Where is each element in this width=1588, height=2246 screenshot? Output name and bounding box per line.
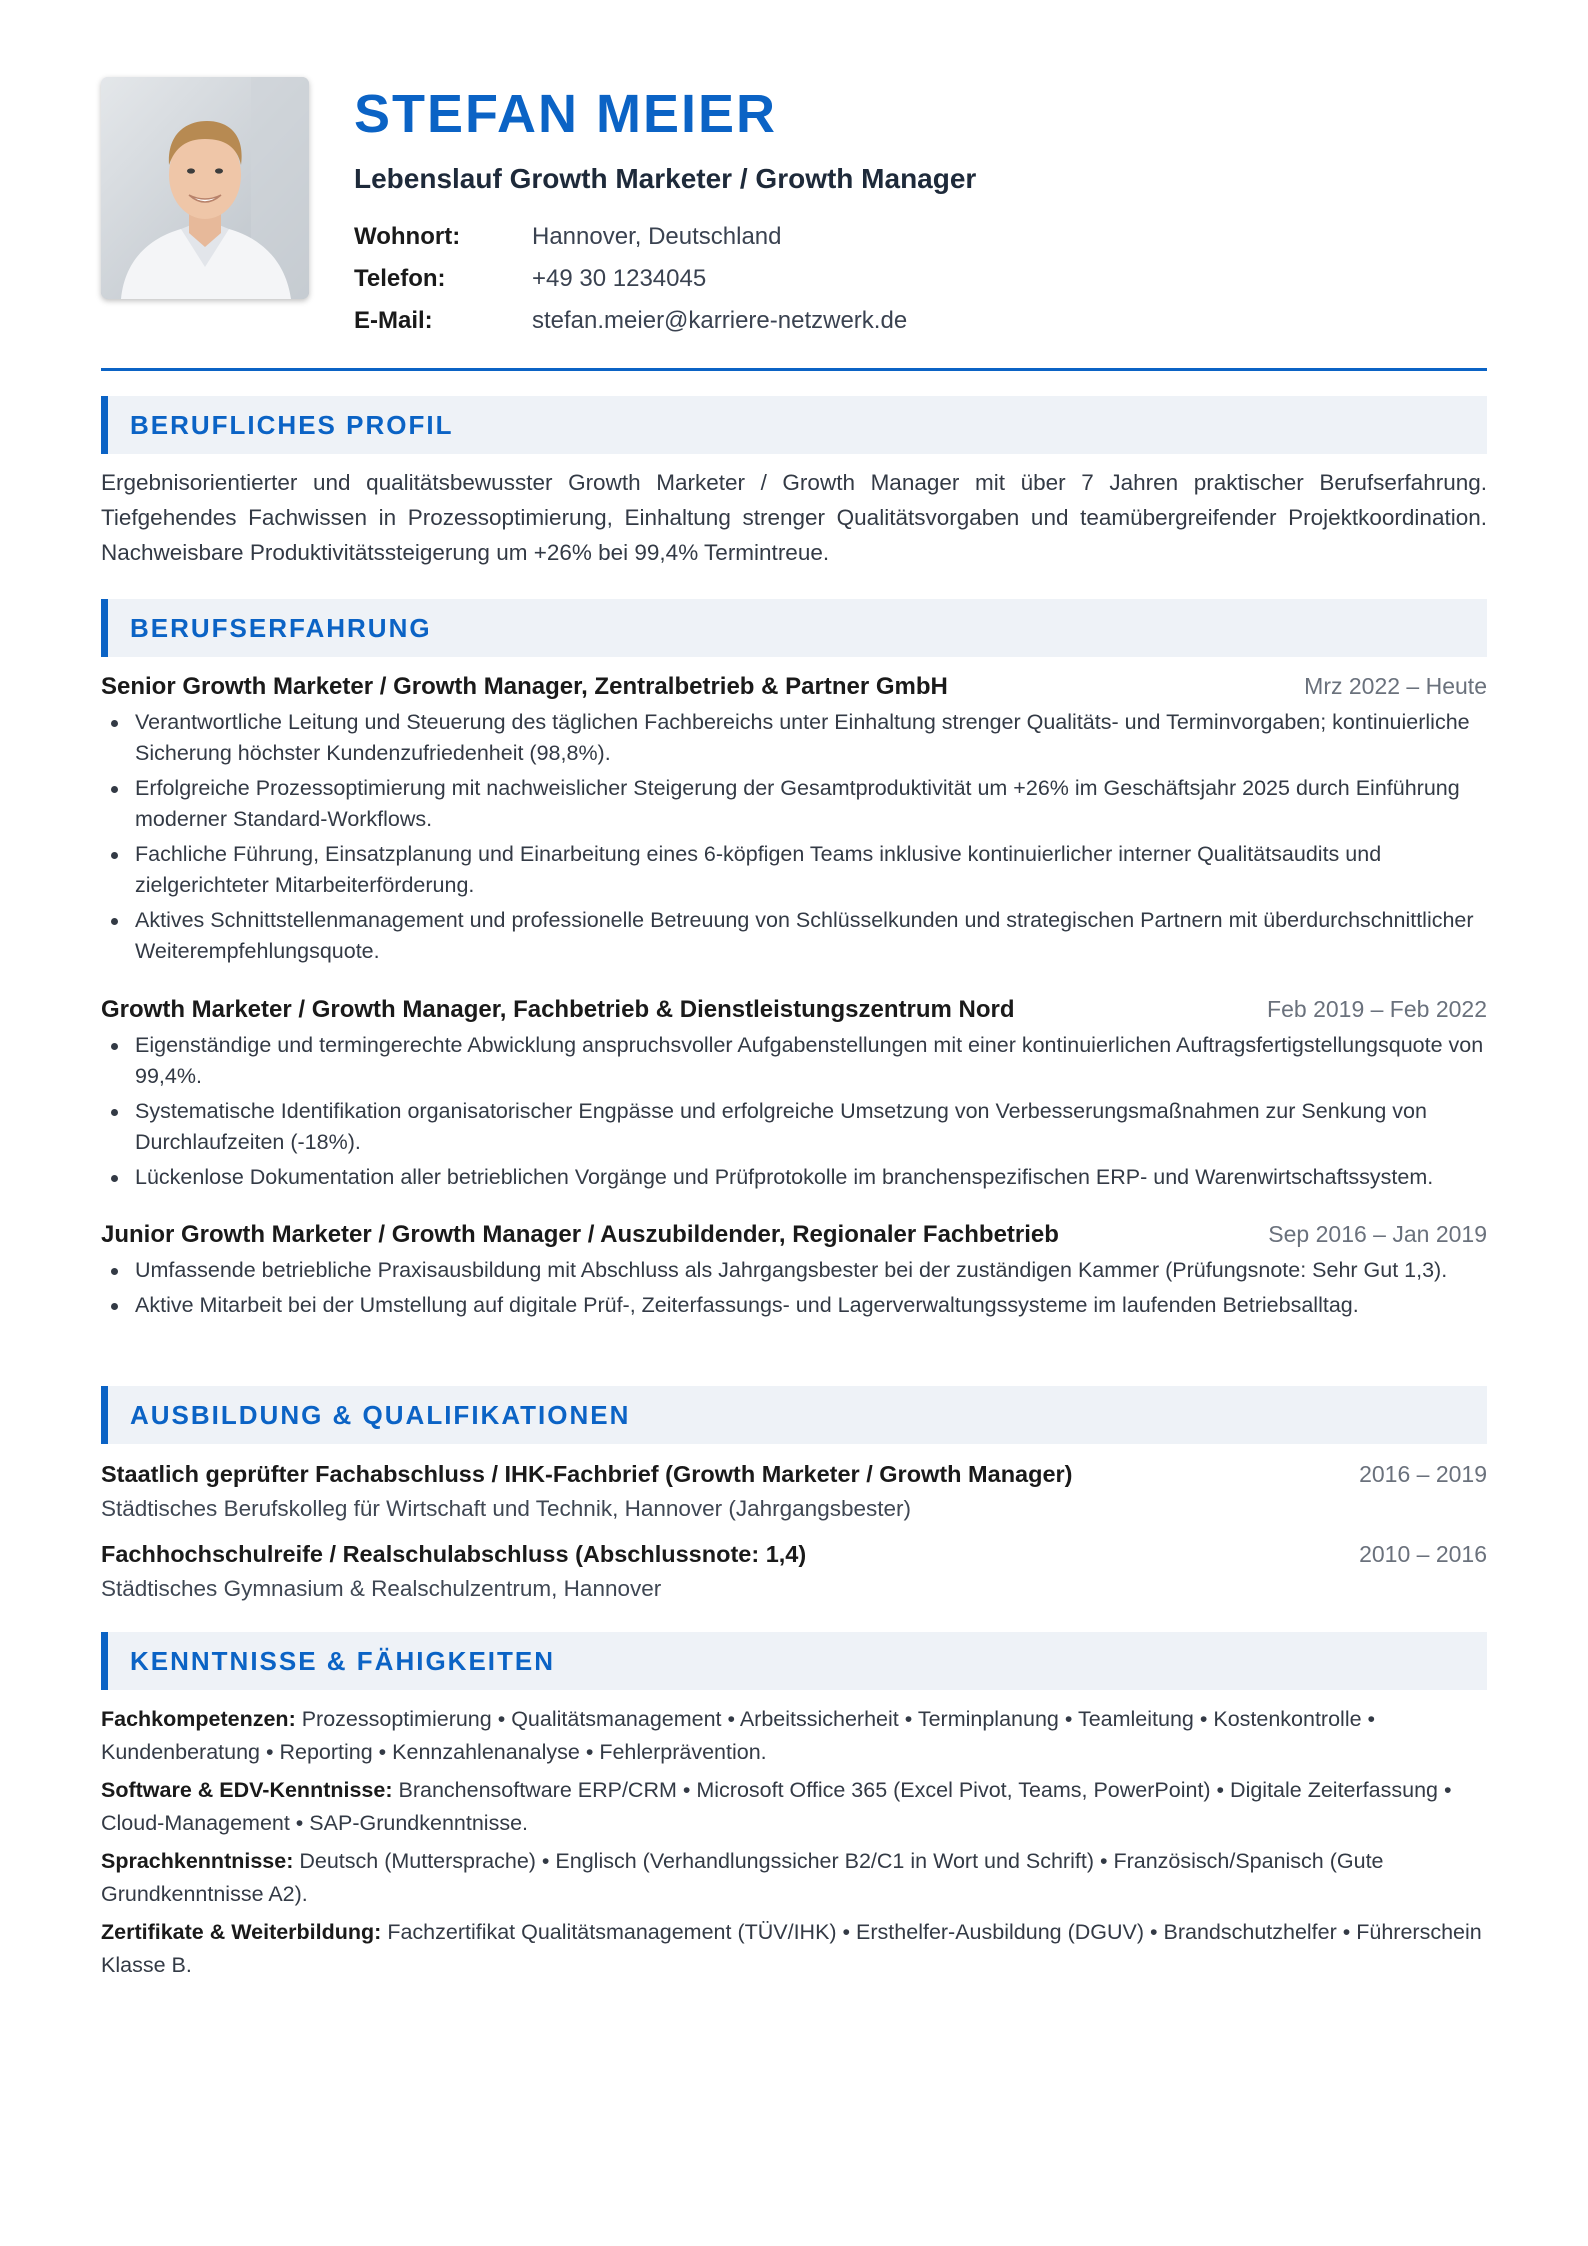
profile-text: Ergebnisorientierter und qualitätsbewusster Growth Marketer / Growth Manager mit über 7 Jahren praktischer Berufserfahrung. Tiefgehendes Fachwissen in Prozessoptimierung, Einhaltung strenger Qualitätsvorgaben und teamübergreifender Projektkoordination. Nachweisbare Produktivitätssteigerung um +26% bei 99,4% Termintreue. xyxy=(101,470,1487,565)
contact-label: E-Mail: xyxy=(354,307,433,334)
skill-text: Deutsch (Muttersprache) • Englisch (Verhandlungssicher B2/C1 in Wort und Schrift) • Französisch/Spanisch (Gute Grundkenntnisse A2). xyxy=(101,1849,1384,1906)
list-item: Aktives Schnittstellenmanagement und professionelle Betreuung von Schlüsselkunden und strategischen Partnern mit überdurchschnittlicher Weiterempfehlungsquote. xyxy=(135,905,1487,967)
job-bullet-list xyxy=(101,1030,1487,1193)
profile-section xyxy=(101,465,1487,570)
section-heading-profile: BERUFLICHES PROFIL xyxy=(101,396,1487,454)
contact-row-phone xyxy=(354,265,706,293)
section-heading-experience: BERUFSERFAHRUNG xyxy=(101,599,1487,657)
contact-value-phone: +49 30 1234045 xyxy=(532,265,707,292)
job-title: Senior Growth Marketer / Growth Manager, Zentralbetrieb & Partner GmbH xyxy=(101,673,948,700)
education-date: 2016 – 2019 xyxy=(1359,1461,1487,1487)
job-title: Growth Marketer / Growth Manager, Fachbetrieb & Dienstleistungszentrum Nord xyxy=(101,996,1015,1023)
contact-value-residence: Hannover, Deutschland xyxy=(532,223,782,250)
contact-row-email xyxy=(354,307,907,335)
job-title: Junior Growth Marketer / Growth Manager / Auszubildender, Regionaler Fachbetrieb xyxy=(101,1221,1059,1248)
skill-text: Prozessoptimierung • Qualitätsmanagement • Arbeitssicherheit • Terminplanung • Teamleitung • Kostenkontrolle • Kundenberatung • Reporting • Kennzahlenanalyse • Fehlerprävention. xyxy=(101,1707,1376,1764)
list-item: Erfolgreiche Prozessoptimierung mit nachweislicher Steigerung der Gesamtproduktivität um +26% im Geschäftsjahr 2025 durch Einführung moderner Standard-Workflows. xyxy=(135,773,1487,835)
list-item: Aktive Mitarbeit bei der Umstellung auf digitale Prüf-, Zeiterfassungs- und Lagerverwaltungssysteme im laufenden Betriebsalltag. xyxy=(135,1290,1487,1321)
job-date: Sep 2016 – Jan 2019 xyxy=(1268,1221,1487,1247)
skill-group xyxy=(101,1774,1487,1840)
job-bullet-list xyxy=(101,1255,1487,1321)
skill-label: Sprachkenntnisse: xyxy=(101,1849,294,1873)
job-entry xyxy=(101,996,1487,1197)
profile-photo xyxy=(101,77,309,299)
skill-group xyxy=(101,1916,1487,1982)
skill-text: Branchensoftware ERP/CRM • Microsoft Office 365 (Excel Pivot, Teams, PowerPoint) • Digitale Zeiterfassung • Cloud-Management • SAP-Grundkenntnisse. xyxy=(101,1778,1452,1835)
skills-section xyxy=(101,1703,1487,1987)
list-item: Verantwortliche Leitung und Steuerung des täglichen Fachbereichs unter Einhaltung strenger Qualitäts- und Terminvorgaben; kontinuierliche Sicherung höchster Kundenzufriedenheit (98,8%). xyxy=(135,707,1487,769)
education-institution: Städtisches Gymnasium & Realschulzentrum, Hannover xyxy=(101,1576,662,1601)
job-entry xyxy=(101,673,1487,971)
skill-label: Fachkompetenzen: xyxy=(101,1707,296,1731)
candidate-name: STEFAN MEIER xyxy=(354,84,778,144)
skill-label: Zertifikate & Weiterbildung: xyxy=(101,1920,382,1944)
contact-label: Wohnort: xyxy=(354,223,461,250)
portrait-image xyxy=(101,77,309,299)
skill-label: Software & EDV-Kenntnisse: xyxy=(101,1778,393,1802)
list-item: Lückenlose Dokumentation aller betrieblichen Vorgänge und Prüfprotokolle im branchenspezifischen ERP- und Warenwirtschaftssystem. xyxy=(135,1162,1487,1193)
skill-group xyxy=(101,1845,1487,1911)
education-institution: Städtisches Berufskolleg für Wirtschaft und Technik, Hannover (Jahrgangsbester) xyxy=(101,1496,911,1521)
contact-label: Telefon: xyxy=(354,265,446,292)
job-entry xyxy=(101,1221,1487,1325)
job-date: Feb 2019 – Feb 2022 xyxy=(1267,996,1487,1022)
education-entry xyxy=(101,1541,1487,1605)
list-item: Eigenständige und termingerechte Abwicklung anspruchsvoller Aufgabenstellungen mit einer kontinuierlichen Auftragsfertigstellungsquote von 99,4%. xyxy=(135,1030,1487,1092)
education-title: Staatlich geprüfter Fachabschluss / IHK-Fachbrief (Growth Marketer / Growth Manager) xyxy=(101,1461,1073,1487)
list-item: Umfassende betriebliche Praxisausbildung mit Abschluss als Jahrgangsbester bei der zuständigen Kammer (Prüfungsnote: Sehr Gut 1,3). xyxy=(135,1255,1487,1286)
education-title: Fachhochschulreife / Realschulabschluss (Abschlussnote: 1,4) xyxy=(101,1541,807,1567)
contact-value-email: stefan.meier@karriere-netzwerk.de xyxy=(532,307,908,334)
list-item: Fachliche Führung, Einsatzplanung und Einarbeitung eines 6-köpfigen Teams inklusive kontinuierlicher interner Qualitätsaudits und zielgerichteter Mitarbeiterförderung. xyxy=(135,839,1487,901)
skill-text: Fachzertifikat Qualitätsmanagement (TÜV/IHK) • Ersthelfer-Ausbildung (DGUV) • Brandschutzhelfer • Führerschein Klasse B. xyxy=(101,1920,1482,1977)
job-date: Mrz 2022 – Heute xyxy=(1304,673,1487,699)
resume-header xyxy=(101,0,1487,371)
job-bullet-list xyxy=(101,707,1487,967)
education-entry xyxy=(101,1461,1487,1525)
contact-row-residence xyxy=(354,223,782,251)
section-heading-education: AUSBILDUNG & QUALIFIKATIONEN xyxy=(101,1386,1487,1444)
skill-group xyxy=(101,1703,1487,1769)
education-date: 2010 – 2016 xyxy=(1359,1541,1487,1567)
section-heading-skills: KENNTNISSE & FÄHIGKEITEN xyxy=(101,1632,1487,1690)
resume-subtitle: Lebenslauf Growth Marketer / Growth Manager xyxy=(354,163,977,194)
list-item: Systematische Identifikation organisatorischer Engpässe und erfolgreiche Umsetzung von Verbesserungsmaßnahmen zur Senkung von Durchlaufzeiten (-18%). xyxy=(135,1096,1487,1158)
